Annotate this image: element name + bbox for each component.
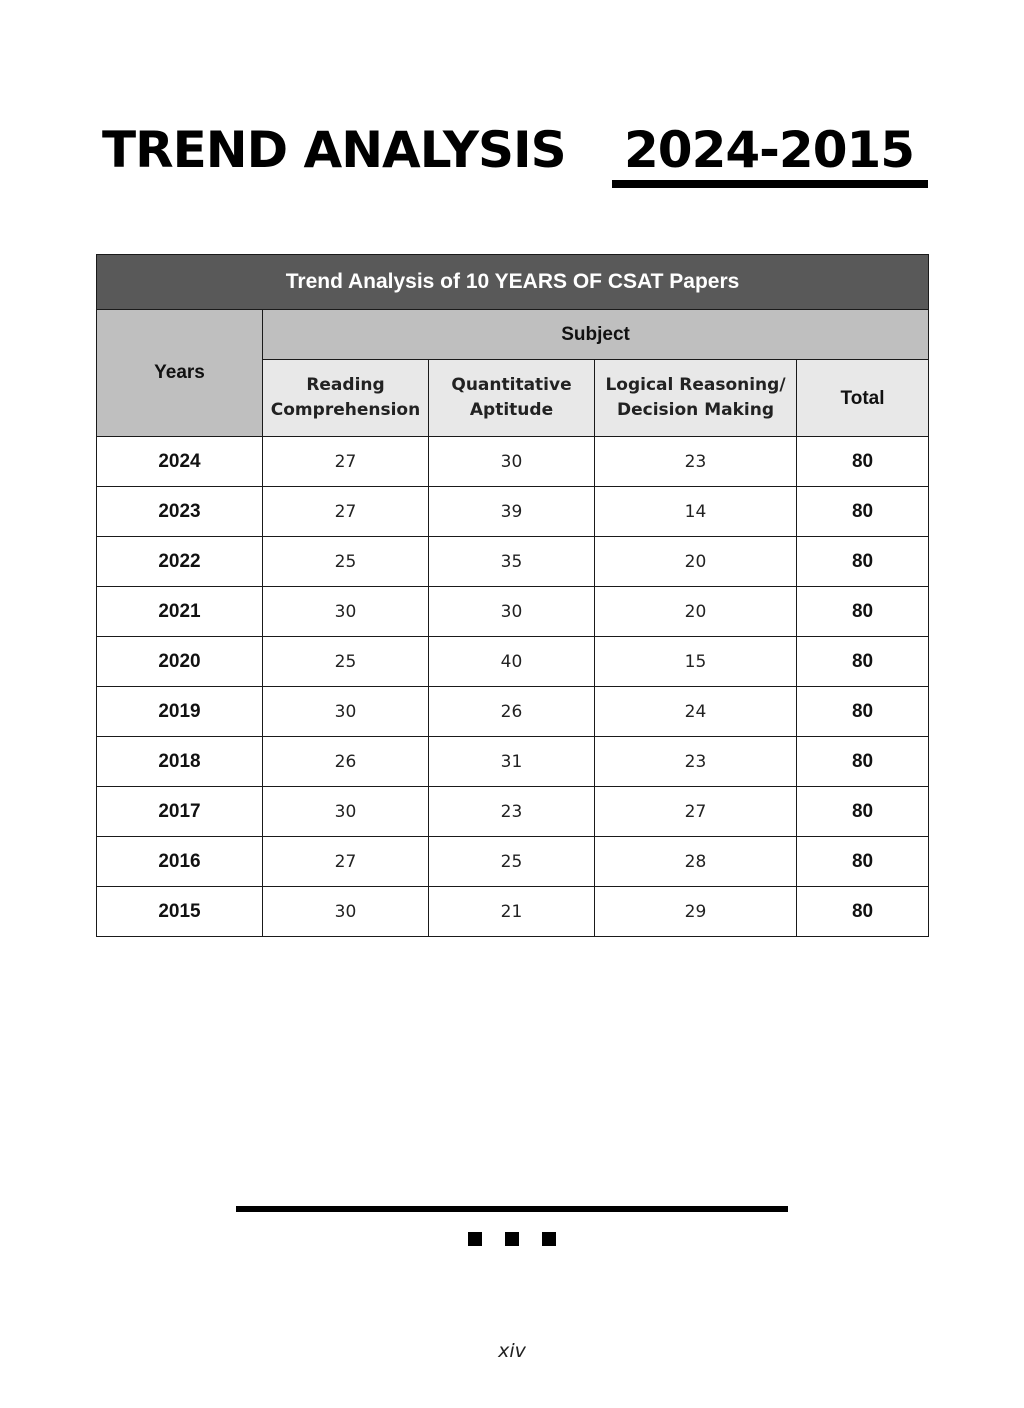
table-row — [97, 787, 929, 837]
table-row — [97, 437, 929, 487]
reading-cell: 25 — [263, 637, 429, 687]
caption-row — [97, 255, 929, 310]
logical-cell: 20 — [595, 587, 797, 637]
reading-cell: 27 — [263, 837, 429, 887]
reading-cell: 25 — [263, 537, 429, 587]
quant-cell: 25 — [429, 837, 595, 887]
column-header-total: Total — [797, 360, 929, 437]
total-cell: 80 — [797, 587, 929, 637]
subject-header-row — [97, 310, 929, 360]
column-header-line: Logical Reasoning/ — [605, 375, 786, 395]
total-cell: 80 — [797, 487, 929, 537]
reading-cell: 30 — [263, 587, 429, 637]
square-ornament-icon — [542, 1232, 556, 1246]
square-ornament-icon — [468, 1232, 482, 1246]
total-cell: 80 — [797, 537, 929, 587]
reading-cell: 30 — [263, 887, 429, 937]
column-header-line: Comprehension — [270, 400, 421, 420]
year-cell: 2016 — [97, 837, 263, 887]
table-row — [97, 487, 929, 537]
reading-cell: 27 — [263, 487, 429, 537]
column-header-line: Aptitude — [469, 400, 554, 420]
quant-cell: 30 — [429, 587, 595, 637]
quant-cell: 35 — [429, 537, 595, 587]
subject-header: Subject — [263, 310, 929, 360]
table-row — [97, 687, 929, 737]
year-cell: 2022 — [97, 537, 263, 587]
page-heading — [102, 118, 915, 188]
square-ornament-icon — [505, 1232, 519, 1246]
title-underline — [612, 180, 928, 188]
total-cell: 80 — [797, 637, 929, 687]
total-cell: 80 — [797, 687, 929, 737]
total-cell: 80 — [797, 887, 929, 937]
total-cell: 80 — [797, 437, 929, 487]
quant-cell: 31 — [429, 737, 595, 787]
year-cell: 2017 — [97, 787, 263, 837]
table-row — [97, 737, 929, 787]
year-cell: 2019 — [97, 687, 263, 737]
table-caption: Trend Analysis of 10 YEARS OF CSAT Papers — [97, 255, 929, 310]
table-row — [97, 637, 929, 687]
column-header-line: Decision Making — [617, 400, 774, 420]
logical-cell: 14 — [595, 487, 797, 537]
quant-cell: 30 — [429, 437, 595, 487]
table-row — [97, 837, 929, 887]
quant-cell: 40 — [429, 637, 595, 687]
logical-cell: 24 — [595, 687, 797, 737]
year-cell: 2024 — [97, 437, 263, 487]
logical-cell: 28 — [595, 837, 797, 887]
quant-cell: 39 — [429, 487, 595, 537]
year-cell: 2015 — [97, 887, 263, 937]
year-cell: 2018 — [97, 737, 263, 787]
table-row — [97, 537, 929, 587]
reading-cell: 30 — [263, 687, 429, 737]
title-years-block — [612, 118, 930, 188]
year-cell: 2020 — [97, 637, 263, 687]
logical-cell: 15 — [595, 637, 797, 687]
page-number: xiv — [498, 1340, 526, 1362]
footer-ornament — [468, 1232, 558, 1248]
column-header-logical — [595, 360, 797, 437]
quant-cell: 21 — [429, 887, 595, 937]
column-header-reading — [263, 360, 429, 437]
logical-cell: 23 — [595, 737, 797, 787]
logical-cell: 20 — [595, 537, 797, 587]
reading-cell: 27 — [263, 437, 429, 487]
table-row — [97, 587, 929, 637]
column-header-line: Reading — [306, 375, 385, 395]
logical-cell: 27 — [595, 787, 797, 837]
table-row — [97, 887, 929, 937]
column-header-quantitative — [429, 360, 595, 437]
quant-cell: 23 — [429, 787, 595, 837]
years-header: Years — [97, 310, 263, 437]
reading-cell: 30 — [263, 787, 429, 837]
quant-cell: 26 — [429, 687, 595, 737]
footer-rule — [236, 1206, 788, 1212]
total-cell: 80 — [797, 737, 929, 787]
title-years: 2024-2015 — [624, 121, 915, 179]
year-cell: 2021 — [97, 587, 263, 637]
total-cell: 80 — [797, 837, 929, 887]
page-title: TREND ANALYSIS — [102, 121, 566, 179]
reading-cell: 26 — [263, 737, 429, 787]
total-cell: 80 — [797, 787, 929, 837]
logical-cell: 23 — [595, 437, 797, 487]
year-cell: 2023 — [97, 487, 263, 537]
column-header-line: Quantitative — [451, 375, 572, 395]
trend-table — [96, 254, 929, 937]
logical-cell: 29 — [595, 887, 797, 937]
